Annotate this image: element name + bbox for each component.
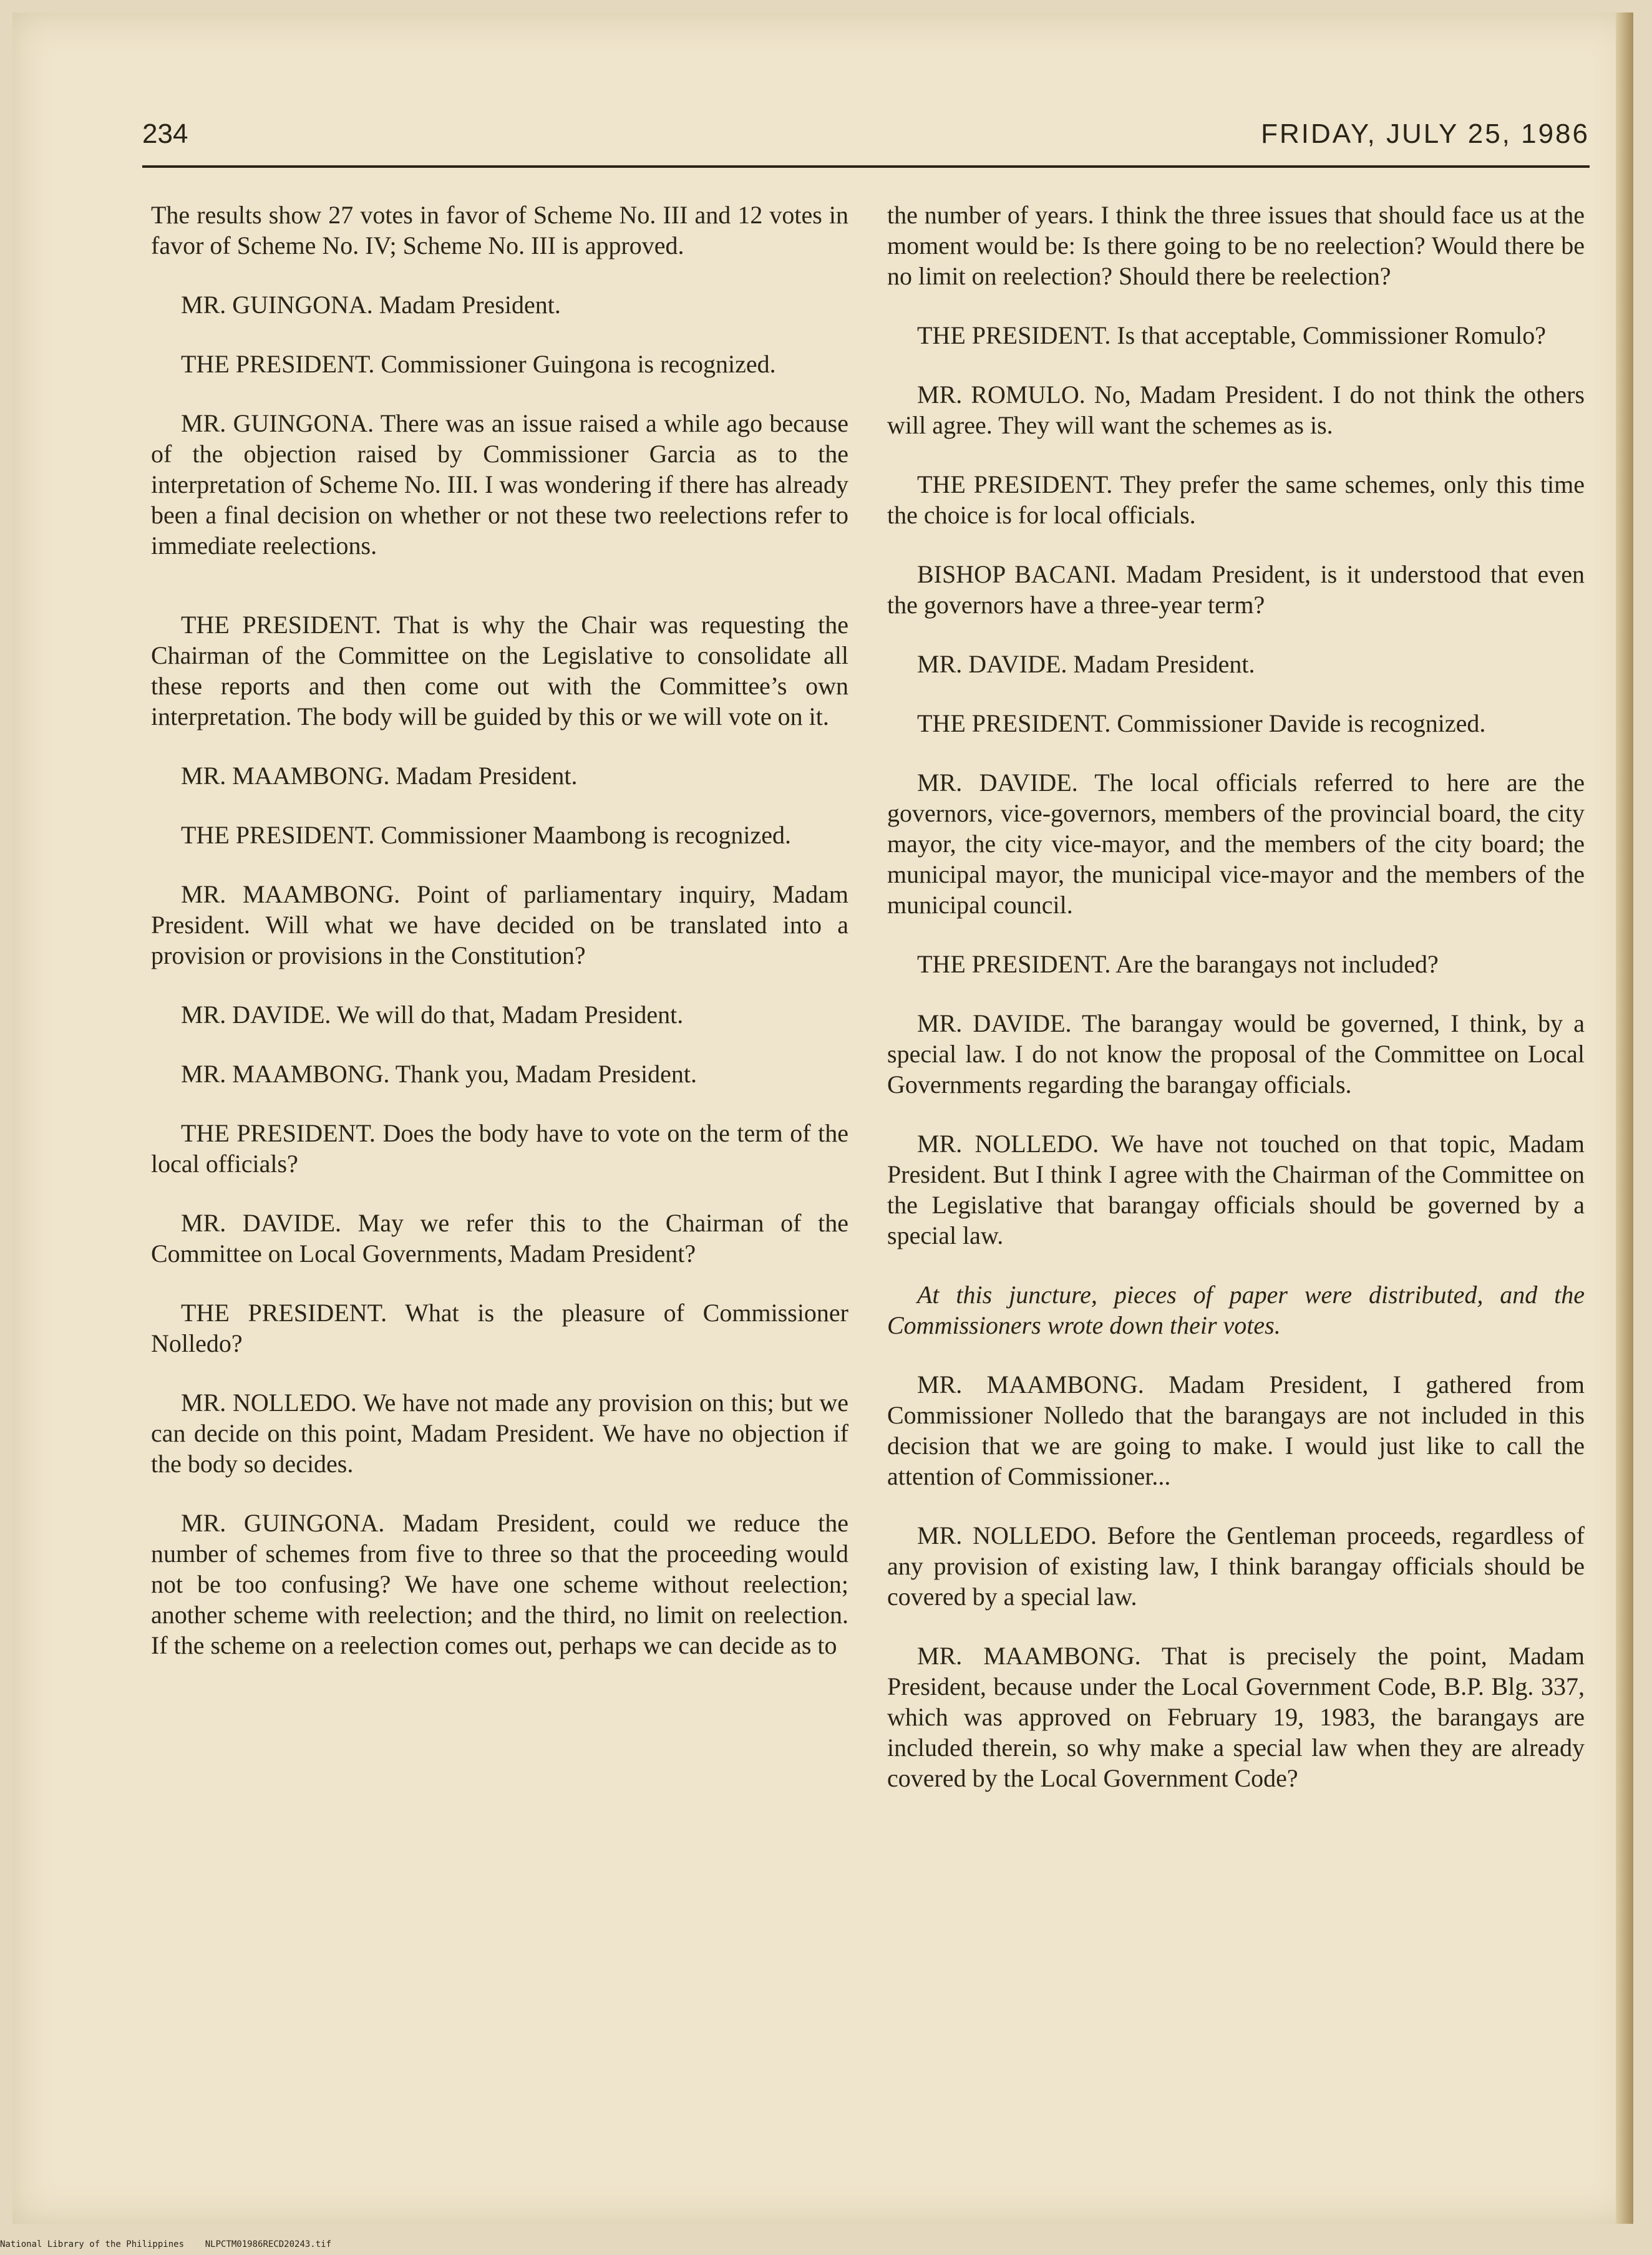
paragraph: MR. DAVIDE. May we refer this to the Chairman of the Committee on Local Governments, Madam President?	[151, 1209, 848, 1268]
paragraph: MR. GUINGONA. Madam President, could we reduce the number of schemes from five to three so that the proceeding would not be too confusing? We have one scheme without reelection; another scheme with reelection; and the third, no limit on reelection. If the scheme on a reelection comes out, perhaps we can decide as to	[151, 1509, 848, 1659]
paragraph: MR. NOLLEDO. Before the Gentleman proceeds, regardless of any provision of existing law, I think barangay officials should be covered by a special law.	[887, 1521, 1585, 1611]
paragraph: THE PRESIDENT. Commissioner Maambong is recognized.	[181, 821, 792, 849]
paragraph: THE PRESIDENT. Does the body have to vote on the term of the local officials?	[151, 1119, 848, 1178]
scan-footer	[0, 2239, 749, 2249]
left-column	[151, 200, 848, 1689]
session-date: FRIDAY, JULY 25, 1986	[1261, 119, 1590, 149]
paragraph: THE PRESIDENT. They prefer the same schemes, only this time the choice is for local officials.	[887, 470, 1585, 529]
paragraph: THE PRESIDENT. That is why the Chair was requesting the Chairman of the Committee on the Legislative to consolidate all these reports and then come out with the Committee’s own interpretation. The body will be guided by this or we will vote on it.	[151, 611, 848, 730]
paragraph: THE PRESIDENT. Are the barangays not included?	[917, 950, 1439, 978]
paragraph: THE PRESIDENT. Commissioner Davide is recognized.	[917, 709, 1486, 737]
paragraph: MR. MAAMBONG. Thank you, Madam President.	[181, 1060, 697, 1088]
page-spine-shadow	[1616, 12, 1633, 2224]
paragraph: MR. MAAMBONG. Madam President, I gathered from Commissioner Nolledo that the barangays are not included in this decision that we are going to make. I would just like to call the attention of Commissioner...	[887, 1370, 1585, 1490]
paragraph: MR. DAVIDE. The barangay would be governed, I think, by a special law. I do not know the proposal of the Committee on Local Governments regarding the barangay officials.	[887, 1009, 1585, 1098]
paragraph: MR. NOLLEDO. We have not made any provision on this; but we can decide on this point, Madam President. We have no objection if the body so decides.	[151, 1389, 848, 1478]
paragraph: MR. DAVIDE. We will do that, Madam President.	[181, 1001, 684, 1029]
paragraph: MR. GUINGONA. Madam President.	[181, 291, 561, 319]
scan-filename: NLPCTM01986RECD20243.tif	[205, 2239, 332, 2249]
paragraph: THE PRESIDENT. Is that acceptable, Commissioner Romulo?	[917, 321, 1546, 349]
paragraph: MR. ROMULO. No, Madam President. I do not think the others will agree. They will want the schemes as is.	[887, 381, 1585, 439]
paragraph: the number of years. I think the three issues that should face us at the moment would be: Is there going to be no reelection? Would there be no limit on reelection? Should there be reelection?	[887, 201, 1585, 290]
paragraph: BISHOP BACANI. Madam President, is it understood that even the governors have a three-year term?	[887, 560, 1585, 619]
paragraph: THE PRESIDENT. What is the pleasure of Commissioner Nolledo?	[151, 1299, 848, 1357]
page-number: 234	[142, 119, 188, 149]
header-rule	[142, 165, 1590, 168]
paragraph: MR. DAVIDE. The local officials referred to here are the governors, vice-governors, members of the provincial board, the city mayor, the city vice-mayor, and the members of the city board; the municipal mayor, the municipal vice-mayor and the members of the municipal council.	[887, 769, 1585, 919]
document-page	[12, 12, 1633, 2224]
paragraph: MR. GUINGONA. There was an issue raised a while ago because of the objection raised by Commissioner Garcia as to the interpretation of Scheme No. III. I was wondering if there has already been a final decision on whether or not these two reelections refer to immediate reelections.	[151, 409, 848, 560]
paragraph: The results show 27 votes in favor of Scheme No. III and 12 votes in favor of Scheme No. IV; Scheme No. III is approved.	[151, 201, 848, 259]
page-header	[142, 112, 1590, 156]
stage-direction: At this juncture, pieces of paper were distributed, and the Commissioners wrote down their votes.	[887, 1281, 1585, 1339]
paragraph: THE PRESIDENT. Commissioner Guingona is recognized.	[181, 350, 776, 378]
paragraph: MR. MAAMBONG. That is precisely the point, Madam President, because under the Local Government Code, B.P. Blg. 337, which was approved on February 19, 1983, the barangays are included therein, so why make a special law when they are already covered by the Local Government Code?	[887, 1642, 1585, 1792]
paragraph: MR. DAVIDE. Madam President.	[917, 650, 1255, 678]
right-column	[887, 200, 1585, 1822]
paragraph: MR. MAAMBONG. Point of parliamentary inquiry, Madam President. Will what we have decided on be translated into a provision or provisions in the Constitution?	[151, 880, 848, 969]
library-credit: National Library of the Philippines	[0, 2239, 185, 2249]
paragraph: MR. NOLLEDO. We have not touched on that topic, Madam President. But I think I agree with the Chairman of the Committee on the Legislative that barangay officials should be governed by a special law.	[887, 1130, 1585, 1249]
paragraph: MR. MAAMBONG. Madam President.	[181, 762, 578, 790]
